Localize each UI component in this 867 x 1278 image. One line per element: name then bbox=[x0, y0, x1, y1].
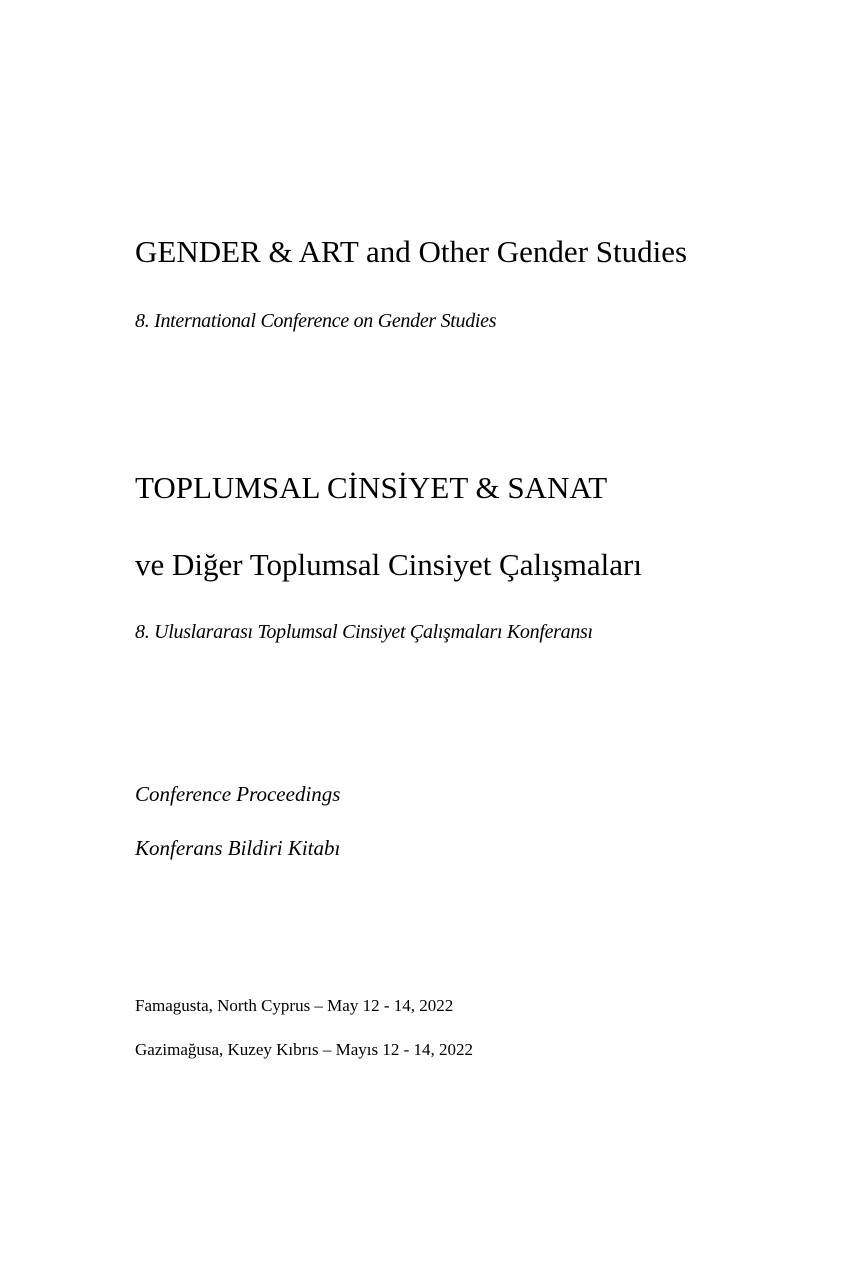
english-title: GENDER & ART and Other Gender Studies bbox=[135, 234, 688, 269]
location-date-turkish: Gazimağusa, Kuzey Kıbrıs – Mayıs 12 - 14, 2022 bbox=[135, 1040, 474, 1059]
turkish-conference-subtitle: 8. Uluslararası Toplumsal Cinsiyet Çalışmaları Konferansı bbox=[135, 621, 593, 643]
proceedings-label-turkish: Konferans Bildiri Kitabı bbox=[135, 836, 341, 860]
turkish-title-line-2: ve Diğer Toplumsal Cinsiyet Çalışmaları bbox=[135, 547, 642, 582]
english-conference-subtitle: 8. International Conference on Gender Studies bbox=[135, 310, 497, 332]
turkish-title-line-1: TOPLUMSAL CİNSİYET & SANAT bbox=[135, 470, 608, 505]
location-date-english: Famagusta, North Cyprus – May 12 - 14, 2022 bbox=[135, 996, 454, 1015]
proceedings-label-english: Conference Proceedings bbox=[135, 782, 341, 806]
